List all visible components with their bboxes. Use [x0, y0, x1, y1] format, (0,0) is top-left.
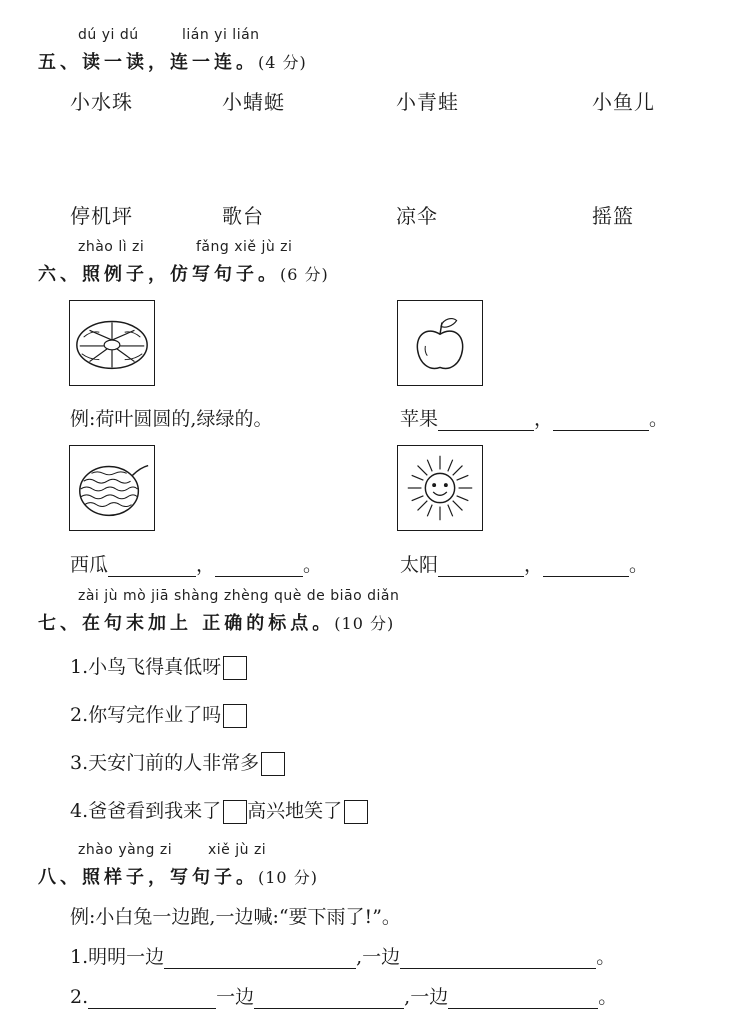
bottom-word-2[interactable]: 歌台: [222, 204, 264, 228]
section8-example: 例:小白兔一边跑,一边喊:“要下雨了!”。: [70, 906, 401, 928]
apple-icon: [398, 301, 482, 385]
sun-sentence: [400, 550, 648, 577]
section6-pinyin-a: zhào lì zi: [78, 239, 145, 255]
section8-title: [38, 863, 318, 889]
apple-label: 苹果: [400, 408, 439, 430]
lotus-leaf-icon: [70, 301, 154, 385]
example-sentence: 例:荷叶圆圆的,绿绿的。: [70, 408, 273, 430]
line2-blank-2[interactable]: [254, 990, 404, 1009]
section5-score: (4 分): [258, 53, 307, 72]
section6-title: [38, 260, 329, 286]
section6-score: (6 分): [280, 265, 329, 284]
section8-score: (10 分): [258, 868, 318, 887]
line1-blank-2[interactable]: [400, 950, 596, 969]
line1-mid: ,一边: [356, 946, 401, 968]
line2-blank-1[interactable]: [88, 990, 216, 1009]
top-word-4[interactable]: 小鱼儿: [592, 90, 655, 114]
punct-item-1-text: 1.小鸟飞得真低呀: [70, 656, 222, 678]
section7-pinyin: zài jù mò jiā shàng zhèng què de biāo diǎn: [78, 588, 400, 604]
section8-pinyin-a: zhào yàng zi: [78, 842, 173, 858]
line1-prefix: 1.明明一边: [70, 946, 165, 968]
line1-period: 。: [596, 946, 616, 968]
section7-title: [38, 609, 394, 635]
section5-title-text: 五、读一读，连一连。: [38, 52, 258, 73]
punct-item-2: [70, 700, 247, 728]
section5-pinyin-a: dú yi dú: [78, 27, 139, 43]
apple-comma: ，: [534, 408, 554, 430]
punct-item-4: [70, 796, 368, 824]
line2-blank-3[interactable]: [448, 990, 598, 1009]
sun-blank-1[interactable]: [438, 558, 524, 577]
punct-item-3-text: 3.天安门前的人非常多: [70, 752, 260, 774]
punct-item-4-text: 4.爸爸看到我来了: [70, 800, 222, 822]
punct-box-2[interactable]: [223, 704, 247, 728]
punct-box-1[interactable]: [223, 656, 247, 680]
bottom-word-1[interactable]: 停机坪: [70, 204, 133, 228]
watermelon-label: 西瓜: [70, 554, 109, 576]
sun-period: 。: [629, 554, 649, 576]
section8-pinyin-b: xiě jù zi: [208, 842, 267, 858]
watermelon-blank-2[interactable]: [215, 558, 303, 577]
section6-title-text: 六、照例子，仿写句子。: [38, 264, 280, 285]
sun-icon: [398, 446, 482, 530]
punct-box-4b[interactable]: [344, 800, 368, 824]
section7-title-text: 七、在句末加上 正确的标点。: [38, 613, 335, 634]
section7-score: (10 分): [334, 614, 395, 633]
punct-box-3[interactable]: [261, 752, 285, 776]
punct-box-4a[interactable]: [223, 800, 247, 824]
top-word-1[interactable]: 小水珠: [70, 90, 133, 114]
watermelon-icon: [70, 446, 154, 530]
bottom-word-3[interactable]: 凉伞: [396, 204, 438, 228]
bottom-word-4[interactable]: 摇篮: [592, 204, 634, 228]
punct-item-2-text: 2.你写完作业了吗: [70, 704, 222, 726]
apple-sentence: [400, 404, 668, 431]
punct-item-1: [70, 652, 247, 680]
section6-pinyin-b: fǎng xiě jù zi: [196, 239, 293, 255]
apple-period: 。: [649, 408, 669, 430]
line2-period: 。: [598, 986, 618, 1008]
section5-title: [38, 48, 307, 74]
section8-title-text: 八、照样子，写句子。: [38, 867, 258, 888]
line2-prefix: 2.: [70, 986, 89, 1008]
section5-pinyin-b: lián yi lián: [182, 27, 260, 43]
watermelon-sentence: [70, 550, 322, 577]
section8-line-2: [70, 982, 617, 1009]
apple-picture: [397, 300, 483, 386]
line2-mid2: ,一边: [404, 986, 449, 1008]
apple-blank-2[interactable]: [553, 412, 649, 431]
sun-picture: [397, 445, 483, 531]
watermelon-picture: [69, 445, 155, 531]
watermelon-comma: ，: [196, 554, 216, 576]
line2-mid1: 一边: [216, 986, 255, 1008]
section8-line-1: [70, 942, 615, 969]
apple-blank-1[interactable]: [438, 412, 534, 431]
watermelon-blank-1[interactable]: [108, 558, 196, 577]
punct-item-3: [70, 748, 285, 776]
punct-item-4-tail: 高兴地笑了: [247, 800, 343, 822]
sun-comma: ，: [524, 554, 544, 576]
top-word-2[interactable]: 小蜻蜓: [222, 90, 285, 114]
line1-blank-1[interactable]: [164, 950, 356, 969]
lotus-leaf-picture: [69, 300, 155, 386]
watermelon-period: 。: [303, 554, 323, 576]
top-word-3[interactable]: 小青蛙: [396, 90, 459, 114]
sun-label: 太阳: [400, 554, 439, 576]
sun-blank-2[interactable]: [543, 558, 629, 577]
